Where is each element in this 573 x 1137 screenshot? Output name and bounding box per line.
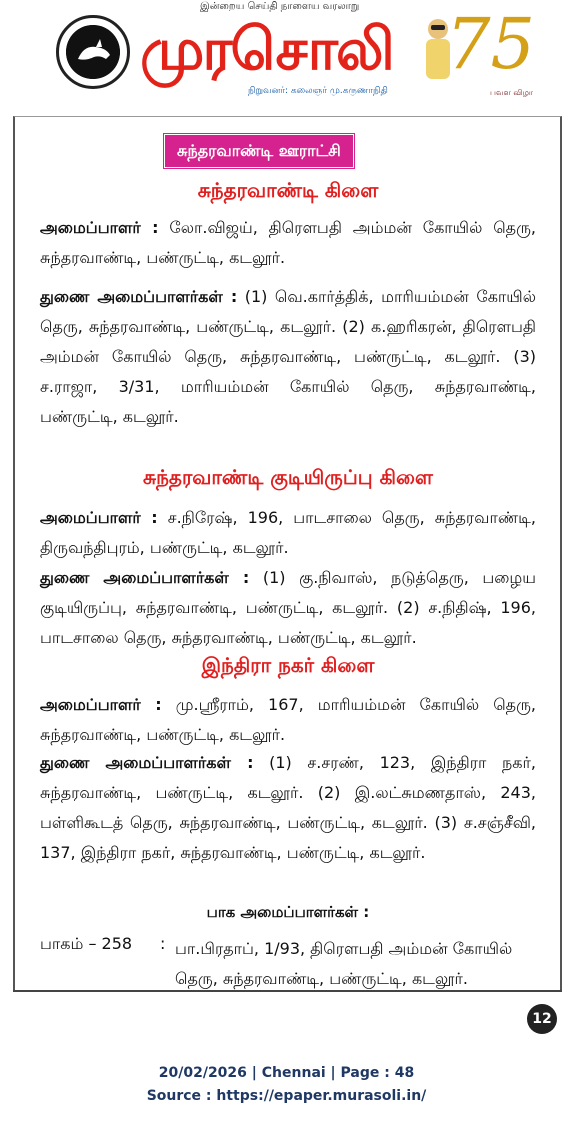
organizer-label: அமைப்பாளர் : xyxy=(40,218,159,237)
booth-colon: : xyxy=(160,934,166,953)
deputy-organizers-paragraph xyxy=(40,748,536,868)
organizer-label: அமைப்பாளர் : xyxy=(40,695,162,714)
booth-organizers-heading: பாக அமைப்பாளர்கள் : xyxy=(206,903,370,921)
anniversary-label: பவள விழா xyxy=(490,88,534,97)
organizer-text: ச.நிரேஷ், 196, பாடசாலை தெரு, சுந்தரவாண்டி, திருவந்திபுரம், பண்ருட்டி, கடலூர். xyxy=(40,508,536,557)
anniversary-number: 75 xyxy=(446,3,536,85)
panchayat-banner: சுந்தரவாண்டி ஊராட்சி xyxy=(164,134,354,168)
booth-number-text: பாகம் – 258 xyxy=(40,934,133,953)
deputy-organizers-label: துணை அமைப்பாளர்கள் : xyxy=(40,753,254,772)
deputy-organizers-label: துணை அமைப்பாளர்கள் : xyxy=(40,287,238,306)
section-heading: இந்திரா நகர் கிளை xyxy=(201,653,375,677)
masthead xyxy=(0,0,573,112)
section-heading: சுந்தரவாண்டி கிளை xyxy=(197,178,379,202)
organizer-text: லோ.விஜய், திரௌபதி அம்மன் கோயில் தெரு, சுந்தரவாண்டி, பண்ருட்டி, கடலூர். xyxy=(40,218,537,267)
newspaper-logo: முரசொலி xyxy=(140,15,393,83)
organizer-text: மு.ஸ்ரீராம், 167, மாரியம்மன் கோயில் தெரு, சுந்தரவாண்டி, பண்ருட்டி, கடலூர். xyxy=(40,695,537,744)
booth-number xyxy=(40,934,166,955)
deputy-organizers-text: (1) ச.சரண், 123, இந்திரா நகர், சுந்தரவாண்டி, பண்ருட்டி, கடலூர். (2) இ.லட்சுமணதாஸ், 243, பள்ளிகூடத் தெரு, சுந்தரவாண்டி, பண்ருட்டி, கடலூர். (3) ச.சஞ்சீவி, 137, இந்திரா நகர், சுந்தரவாண்டி, பண்ருட்டி, கடலூர். xyxy=(40,753,536,862)
deputy-organizers-text: (1) வெ.கார்த்திக், மாரியம்மன் கோயில் தெரு, சுந்தரவாண்டி, பண்ருட்டி, கடலூர். (2) க.ஹரிகரன், திரௌபதி அம்மன் கோயில் தெரு, சுந்தரவாண்டி, பண்ருட்டி, கடலூர். (3) ச.ராஜா, 3/31, மாரியம்மன் கோயில் தெரு, சுந்தரவாண்டி, பண்ருட்டி, கடலூர். xyxy=(40,287,536,426)
deputy-organizers-paragraph xyxy=(40,282,536,432)
page-number-badge: 12 xyxy=(527,1004,557,1034)
masthead-subline: நிறுவனர்: கலைஞர் மு.கருணாநிதி xyxy=(248,86,388,96)
footer-date-line: 20/02/2026 | Chennai | Page : 48 xyxy=(158,1065,415,1081)
party-emblem-icon xyxy=(56,15,130,89)
organizer-paragraph xyxy=(40,503,536,563)
organizer-paragraph xyxy=(40,690,536,750)
bull-emblem-icon xyxy=(66,25,120,79)
booth-organizer-text: பா.பிரதாப், 1/93, திரௌபதி அம்மன் கோயில் தெரு, சுந்தரவாண்டி, பண்ருட்டி, கடலூர். xyxy=(175,939,513,988)
organizer-label: அமைப்பாளர் : xyxy=(40,508,158,527)
footer-source-link[interactable]: Source : https://epaper.murasoli.in/ xyxy=(146,1088,427,1104)
deputy-organizers-text: (1) கு.நிவாஸ், நடுத்தெரு, பழைய குடியிருப்பு, சுந்தரவாண்டி, பண்ருட்டி, கடலூர். (2) ச.நிதிஷ், 196, பாடசாலை தெரு, சுந்தரவாண்டி, பண்ருட்டி, கடலூர். xyxy=(40,568,536,647)
deputy-organizers-paragraph xyxy=(40,563,536,653)
deputy-organizers-label: துணை அமைப்பாளர்கள் : xyxy=(40,568,250,587)
organizer-paragraph xyxy=(40,213,536,273)
masthead-tagline: இன்றைய செய்தி நாளைய வரலாறு xyxy=(200,1,360,12)
section-heading: சுந்தரவாண்டி குடியிருப்பு கிளை xyxy=(143,465,433,489)
